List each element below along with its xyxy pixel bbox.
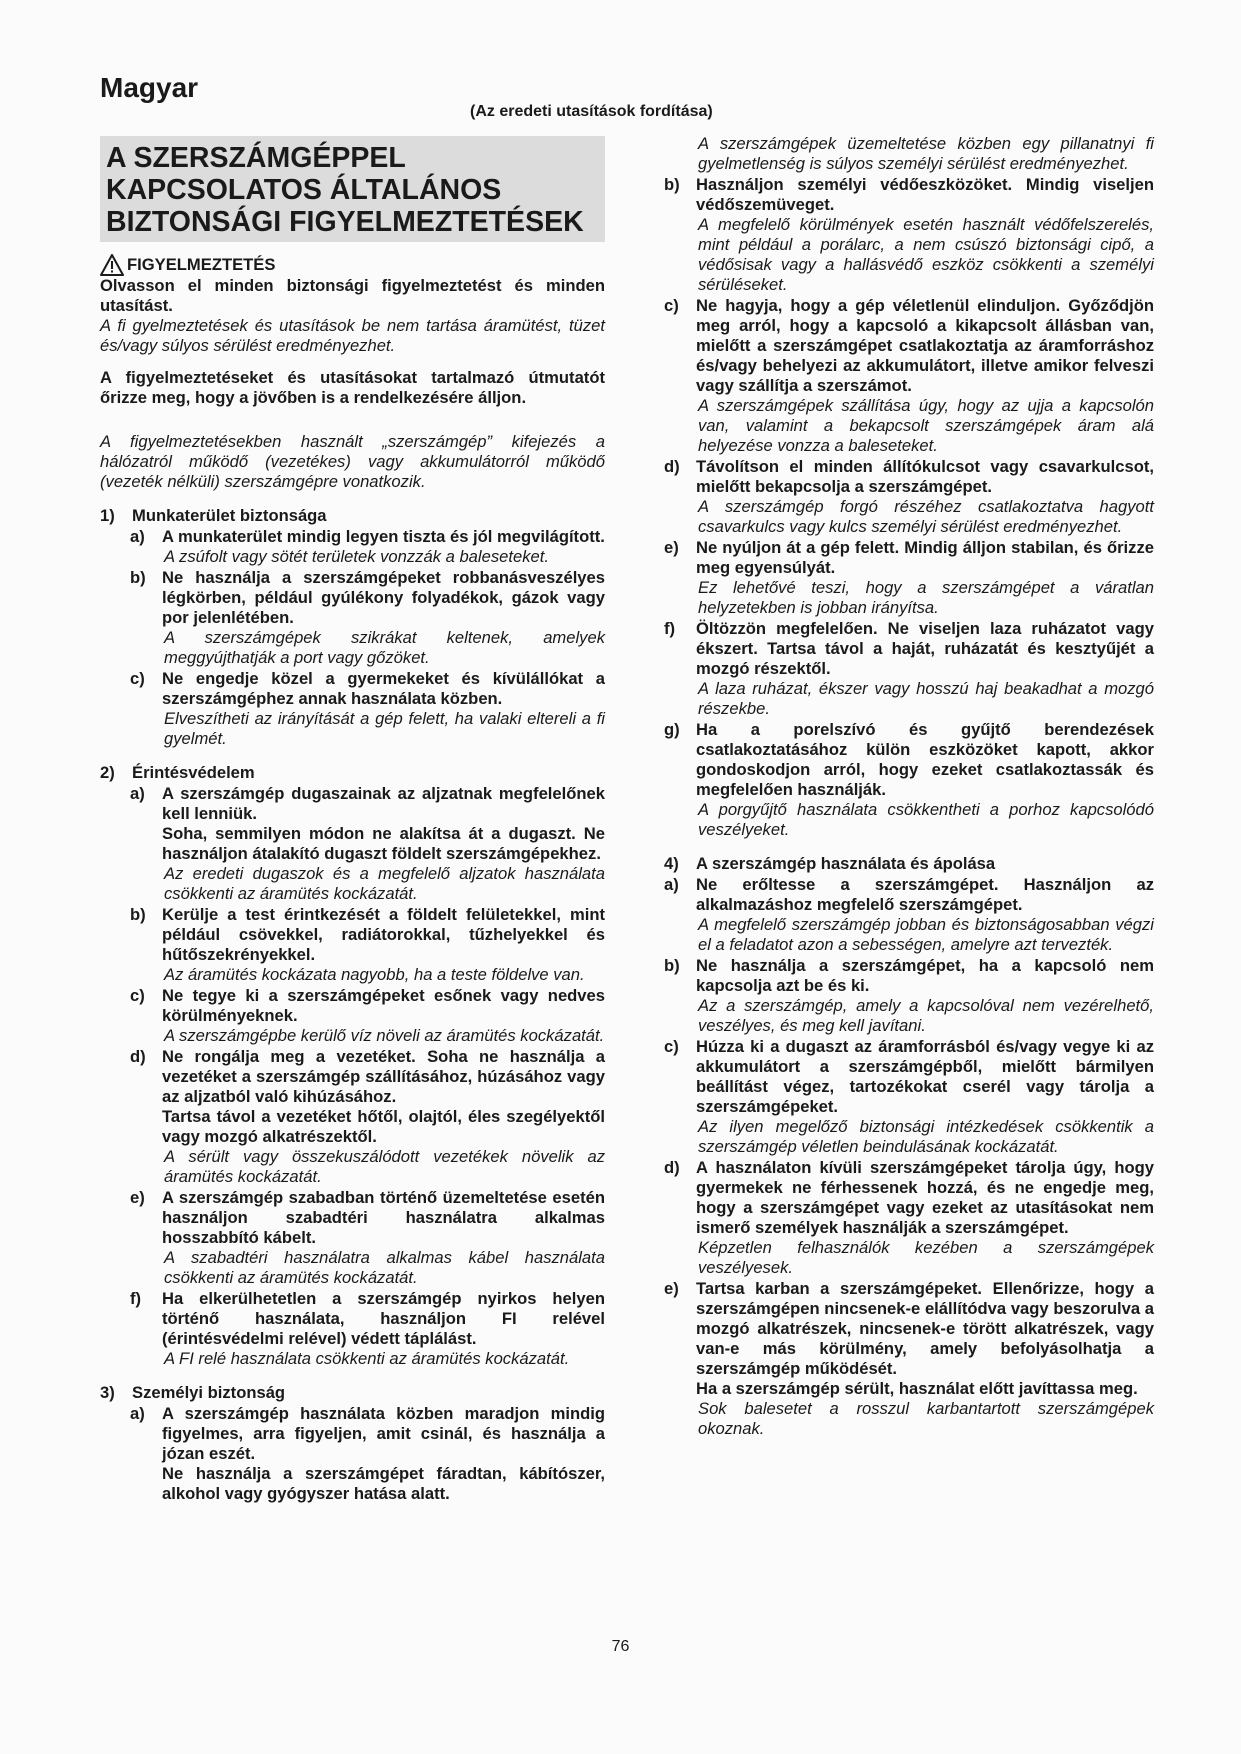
- section-1: [100, 506, 605, 749]
- section-3-item-f: f) Öltözzön megfelelően. Ne viseljen laza ruházatot vagy ékszert. Tartsa távol a haját, ruházatát és kesztyűjét a mozgó részektől. A laza ruházat, ékszer vagy hosszú haj beakadhat a mozgó részekbe.: [664, 619, 1154, 718]
- warning-read-all: Olvasson el minden biztonsági figyelmeztetést és minden utasítást.: [100, 276, 605, 315]
- warning-consequence: A fi gyelmeztetések és utasítások be nem tartása áramütést, tüzet és/vagy súlyos sérülést eredményezhet.: [100, 316, 605, 355]
- section-1-item-b: b) Ne használja a szerszámgépeket robbanásveszélyes légkörben, például gyúlékony folyadékok, gázok vagy por jelenlétében. A szerszámgépek szikrákat keltenek, amelyek meggyújthatják a port vagy gőzöket.: [130, 568, 605, 667]
- warning-definition: A figyelmeztetésekben használt „szerszámgép” kifejezés a hálózatról működő (vezetékes) vagy akkumulátorról működő (vezeték nélküli) szerszámgépre vonatkozik.: [100, 432, 605, 491]
- section-3-item-b: b) Használjon személyi védőeszközöket. Mindig viseljen védőszemüveget. A megfelelő körülmények esetén használt védőfelszerelés, mint például a porálarc, a nem csúszó biztonsági cipő, a védősisak vagy a hallásvédő eszköz csökkenti a személyi sérüléseket.: [664, 175, 1154, 294]
- section-3-item-a-continued: A szerszámgépek üzemeltetése közben egy pillanatnyi fi gyelmetlenség is súlyos személyi sérülést eredményezhet.: [698, 134, 1154, 173]
- section-3-item-a: a) A szerszámgép használata közben maradjon mindig figyelmes, arra figyeljen, amit csinál, és használja a józan eszét. Ne használja a szerszámgépet fáradtan, kábítószer, alkohol vagy gyógyszer hatása alatt.: [130, 1404, 605, 1503]
- section-1-item-c: c) Ne engedje közel a gyermekeket és kívülállókat a szerszámgéphez annak használata közben. Elveszítheti az irányítását a gép felett, ha valaki eltereli a fi gyelmét.: [130, 669, 605, 748]
- section-2-title: 2) Érintésvédelem: [100, 763, 255, 782]
- right-column: [664, 133, 1154, 1439]
- section-3-item-c: c) Ne hagyja, hogy a gép véletlenül elinduljon. Győződjön meg arról, hogy a kapcsoló a kikapcsolt állásban van, mielőtt a szerszámgépet csatlakoztatja az áramforráshoz és/vagy behelyezi az akkumulátort, illetve amikor felveszi vagy szállítja a szerszámot. A szerszámgépek szállítása úgy, hogy az ujja a kapcsolón van, valamint a bekapcsolt szerszámgépek áram alá helyezése vonzza a baleseteket.: [664, 296, 1154, 455]
- section-3: [100, 1383, 605, 1504]
- section-3-title: 3) Személyi biztonság: [100, 1383, 286, 1402]
- section-4-item-b: b) Ne használja a szerszámgépet, ha a kapcsoló nem kapcsolja azt be és ki. Az a szerszámgép, amely a kapcsolóval nem vezérelhető, veszélyes, és meg kell javítani.: [664, 956, 1154, 1035]
- section-4-item-e: e) Tartsa karban a szerszámgépeket. Ellenőrizze, hogy a szerszámgépen nincsenek-e elállítódva vagy beszorulva a mozgó alkatrészek, nincsenek-e törött alkatrészek, vagy van-e más körülmény, amely befolyásolhatja a szerszámgép működését. Ha a szerszámgép sérült, használat előtt javíttassa meg. Sok balesetet a rosszul karbantartott szerszámgépek okoznak.: [664, 1279, 1154, 1438]
- section-4: [664, 854, 1154, 1439]
- section-2-item-b: b) Kerülje a test érintkezését a földelt felületekkel, mint például csövekkel, radiátorokkal, tűzhelyekkel és hűtőszekrényekkel. Az áramütés kockázata nagyobb, ha a teste földelve van.: [130, 905, 605, 984]
- section-1-item-a: a) A munkaterület mindig legyen tiszta és jól megvilágított. A zsúfolt vagy sötét területek vonzzák a baleseteket.: [130, 527, 605, 566]
- section-2-item-d: d) Ne rongálja meg a vezetéket. Soha ne használja a vezetéket a szerszámgép szállításához, húzásához vagy az aljzatból való kihúzásához. Tartsa távol a vezetéket hőtől, olajtól, éles szegélyektől vagy mozgó alkatrészektől. A sérült vagy összekuszálódott vezetékek növelik az áramütés kockázatát.: [130, 1047, 605, 1186]
- page-number: 76: [611, 1638, 630, 1655]
- left-column: [100, 136, 605, 1504]
- section-2: [100, 763, 605, 1369]
- page-language-heading: Magyar: [100, 72, 199, 103]
- section-3-item-g: g) Ha a porelszívó és gyűjtő berendezések csatlakoztatásához külön eszközöket kapott, akkor gondoskodjon arról, hogy ezeket csatlakoztassák és megfelelően használják. A porgyűjtő használata csökkentheti a porhoz kapcsolódó veszélyeket.: [664, 720, 1154, 839]
- section-4-item-c: c) Húzza ki a dugaszt az áramforrásból és/vagy vegye ki az akkumulátort a szerszámgépből, mielőtt bármilyen beállítást végez, tartozékokat cserél vagy tárolja a szerszámgépeket. Az ilyen megelőző biztonsági intézkedések csökkentik a szerszámgép véletlen beindulásának kockázatát.: [664, 1037, 1154, 1156]
- title-line-3: BIZTONSÁGI FIGYELMEZTETÉSEK: [106, 206, 584, 238]
- warning-label: FIGYELMEZTETÉS: [127, 255, 276, 274]
- warning-heading: [100, 254, 605, 276]
- section-1-title: 1) Munkaterület biztonsága: [100, 506, 327, 525]
- section-3-item-d: d) Távolítson el minden állítókulcsot vagy csavarkulcsot, mielőtt bekapcsolja a szerszámgépet. A szerszámgép forgó részéhez csatlakoztatva hagyott csavarkulcs vagy kulcs személyi sérülést eredményezhet.: [664, 457, 1154, 536]
- title-line-2: KAPCSOLATOS ÁLTALÁNOS: [106, 174, 502, 206]
- section-4-title: 4) A szerszámgép használata és ápolása: [664, 854, 996, 873]
- section-3-item-e: e) Ne nyúljon át a gép felett. Mindig álljon stabilan, és őrizze meg egyensúlyát. Ez lehetővé teszi, hogy a szerszámgépet a váratlan helyzetekben is jobban irányítsa.: [664, 538, 1154, 617]
- title-box: [100, 136, 605, 242]
- warning-keep-instructions: A figyelmeztetéseket és utasításokat tartalmazó útmutatót őrizze meg, hogy a jövőben is a rendelkezésére álljon.: [100, 368, 605, 407]
- title-line-1: A SZERSZÁMGÉPPEL: [106, 142, 406, 174]
- section-2-item-a: a) A szerszámgép dugaszainak az aljzatnak megfelelőnek kell lenniük. Soha, semmilyen módon ne alakítsa át a dugaszt. Ne használjon átalakító dugaszt földelt szerszámgépekhez. Az eredeti dugaszok és a megfelelő aljzatok használata csökkenti az áramütés kockázatát.: [130, 784, 605, 903]
- section-2-item-c: c) Ne tegye ki a szerszámgépeket esőnek vagy nedves körülményeknek. A szerszámgépbe kerülő víz növeli az áramütés kockázatát.: [130, 986, 605, 1045]
- warning-triangle-icon: [100, 254, 124, 276]
- section-2-item-f: f) Ha elkerülhetetlen a szerszámgép nyirkos helyen történő használata, használjon FI relével (érintésvédelmi relével) védett táplálást. A FI relé használata csökkenti az áramütés kockázatát.: [130, 1289, 605, 1368]
- translation-note: (Az eredeti utasítások fordítása): [470, 103, 713, 120]
- section-4-item-a: a) Ne erőltesse a szerszámgépet. Használjon az alkalmazáshoz megfelelő szerszámgépet. A megfelelő szerszámgép jobban és biztonságosabban végzi el a feladatot azon a sebességen, amelyre azt tervezték.: [664, 875, 1154, 954]
- section-4-item-d: d) A használaton kívüli szerszámgépeket tárolja úgy, hogy gyermekek ne férhessenek hozzá, és ne engedje meg, hogy a szerszámgépet vagy ezeket az utasításokat nem ismerő személyek használják a szerszámgépet. Képzetlen felhasználók kezében a szerszámgépek veszélyesek.: [664, 1158, 1154, 1277]
- section-2-item-e: e) A szerszámgép szabadban történő üzemeltetése esetén használjon szabadtéri használatra alkalmas hosszabbító kábelt. A szabadtéri használatra alkalmas kábel használata csökkenti az áramütés kockázatát.: [130, 1188, 605, 1287]
